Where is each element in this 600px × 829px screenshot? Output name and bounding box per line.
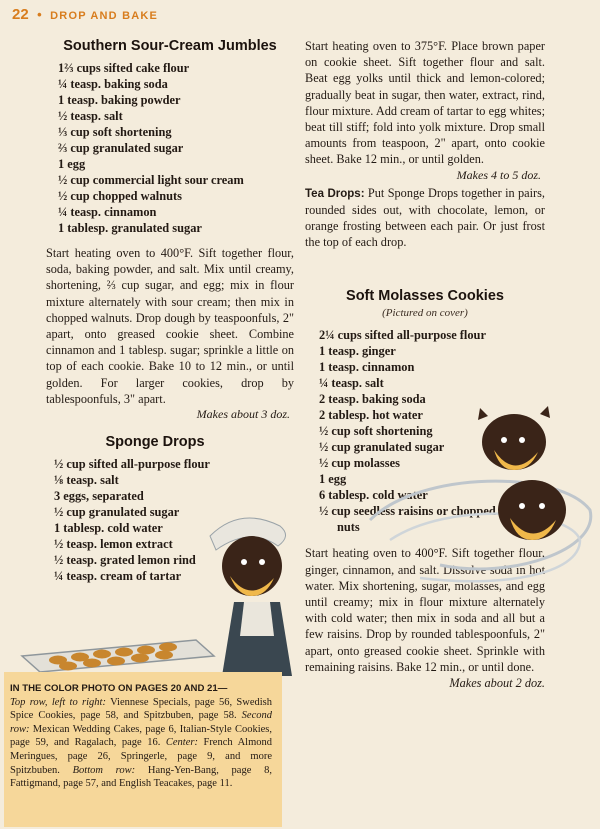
ingredient-item: 6 tablesp. cold water bbox=[319, 488, 428, 503]
ingredient-item: 3 eggs, separated bbox=[54, 489, 144, 504]
ingredient-item: 2 teasp. baking soda bbox=[319, 392, 426, 407]
ingredient-item: ½ teasp. lemon extract bbox=[54, 537, 173, 552]
header-bullet: • bbox=[37, 7, 42, 22]
molasses-subtitle: (Pictured on cover) bbox=[382, 307, 468, 320]
jumbles-method: Start heating oven to 400°F. Sift together flour, soda, baking powder, and salt. Mix until creamy, shortening, ⅔ cup sugar, and egg; mix in flour mixture alternately with sour cream; then mix in chopped walnuts. Drop dough by teaspoonfuls, 2" apart, onto greased cookie sheet. Combine cinnamon and 1 tablesp. sugar; sprinkle a little on top of each cookie. Bake 10 to 12 min., or until golden. For larger cookies, drop by tablespoonfuls, 3" apart. bbox=[46, 246, 294, 406]
molasses-yield: Makes about 2 doz. bbox=[449, 676, 545, 691]
ingredient-item: ½ cup granulated sugar bbox=[54, 505, 180, 520]
photo-caption-box bbox=[4, 672, 282, 827]
jumbles-ingredients bbox=[58, 60, 294, 236]
chapter-title: DROP AND BAKE bbox=[50, 10, 159, 22]
ingredient-item: ¼ teasp. baking soda bbox=[58, 77, 168, 91]
ingredient-item: ½ cup sifted all-purpose flour bbox=[54, 457, 210, 472]
ingredient-item: ⅛ teasp. salt bbox=[54, 473, 119, 488]
jumbles-yield: Makes about 3 doz. bbox=[196, 407, 290, 422]
photo-caption-text bbox=[10, 682, 272, 791]
ingredient-item: 1 teasp. ginger bbox=[319, 344, 396, 359]
ingredient-item: 2 tablesp. hot water bbox=[319, 408, 423, 423]
caption-label: Second row: bbox=[10, 710, 272, 735]
page-header bbox=[12, 6, 158, 24]
ingredient-item: ⅔ cup granulated sugar bbox=[58, 141, 184, 155]
left-column bbox=[46, 38, 294, 584]
cookie-sheet-illustration bbox=[18, 626, 218, 674]
tea-drops-text: Put Sponge Drops together in pairs, rounded sides out, with chocolate, lemon, or orange frosting between each pair. Or just frost the top of each drop. bbox=[305, 185, 545, 250]
ingredient-item: 1 egg bbox=[58, 157, 86, 171]
ingredient-item: ¼ teasp. cinnamon bbox=[58, 205, 157, 219]
caption-heading: IN THE COLOR PHOTO ON PAGES 20 AND 21— bbox=[10, 683, 228, 694]
sponge-method: Start heating oven to 375°F. Place brown paper on cookie sheet. Sift together flour and salt. Beat egg yolks until thick and lemon-colored; gradually beat in sugar, then water, extract, rind, flour mixture. Add cream of tartar to egg whites; beat till stiff; fold into yolk mixture. Drop small amounts from teaspoon, 2" apart, onto cookie sheet. Bake 12 min., or until golden. bbox=[305, 39, 545, 167]
ingredient-item: ¼ teasp. salt bbox=[319, 376, 384, 391]
jumbles-title: Southern Sour-Cream Jumbles bbox=[63, 38, 277, 54]
caption-text: Hang-Yen-Bang, page 8, Fattigmand, page 57, and English Teacakes, page 11. bbox=[10, 764, 272, 790]
ingredient-item: ½ teasp. salt bbox=[58, 109, 123, 123]
tea-drops-paragraph bbox=[305, 185, 545, 251]
two-children-illustration bbox=[474, 400, 584, 550]
ingredient-item: 1 egg bbox=[319, 472, 347, 487]
ingredient-item: ½ cup soft shortening bbox=[319, 424, 433, 439]
tea-drops-label: Tea Drops: bbox=[305, 187, 365, 200]
molasses-method-text: Start heating oven to 400°F. Sift together flour, ginger, cinnamon, and salt. Dissolve soda in hot water. Mix shortening, sugar, molasses, and egg until creamy; mix in flour mixture alternately with cold water; then mix in soda and all but a few raisins. Drop by rounded tablespoonfuls, 2" apart, onto greased cookie sheet. Sprinkle with remaining raisins. Bake 12 min., or until done. bbox=[305, 546, 545, 674]
ingredient-item: 1⅔ cups sifted cake flour bbox=[58, 61, 190, 75]
ingredient-item: nuts bbox=[337, 520, 360, 535]
ingredient-item: 1 teasp. baking powder bbox=[58, 93, 181, 107]
caption-label: Top row, left to right: bbox=[10, 696, 106, 708]
caption-label: Center: bbox=[165, 737, 198, 749]
caption-label: Bottom row: bbox=[72, 764, 136, 776]
ingredient-item: ⅓ cup soft shortening bbox=[58, 125, 172, 139]
caption-text: French Almond Meringues, page 26, Springerle, page 9, and more Spitzbuben. bbox=[10, 737, 272, 776]
ingredient-item: 1 tablesp. cold water bbox=[54, 521, 163, 536]
ingredient-item: 1 teasp. cinnamon bbox=[319, 360, 415, 375]
caption-text: Viennese Specials, page 56, Swedish Spice Cookies, page 58, and Spitzbuben, page 58. bbox=[10, 696, 272, 722]
sponge-title: Sponge Drops bbox=[105, 434, 205, 451]
caption-text: Mexican Wedding Cakes, page 6, Italian-Style Cookies, page 59, and Ragalach, page 16. bbox=[10, 723, 272, 749]
ingredient-item: ½ cup molasses bbox=[319, 456, 400, 471]
ingredient-item: ¼ teasp. cream of tartar bbox=[54, 569, 182, 584]
ingredient-item: 1 tablesp. granulated sugar bbox=[58, 221, 202, 235]
page-number: 22 bbox=[12, 6, 29, 23]
molasses-title: Soft Molasses Cookies bbox=[346, 288, 504, 305]
ingredient-item: ½ cup granulated sugar bbox=[319, 440, 445, 455]
ingredient-item: 2¼ cups sifted all-purpose flour bbox=[319, 328, 486, 343]
sponge-yield: Makes 4 to 5 doz. bbox=[456, 167, 541, 182]
ingredient-item: ½ cup seedless raisins or chopped bbox=[319, 504, 496, 519]
ingredient-item: ½ teasp. grated lemon rind bbox=[54, 553, 196, 568]
ingredient-item: ½ cup commercial light sour cream bbox=[58, 173, 244, 187]
ingredient-item: ½ cup chopped walnuts bbox=[58, 189, 182, 203]
